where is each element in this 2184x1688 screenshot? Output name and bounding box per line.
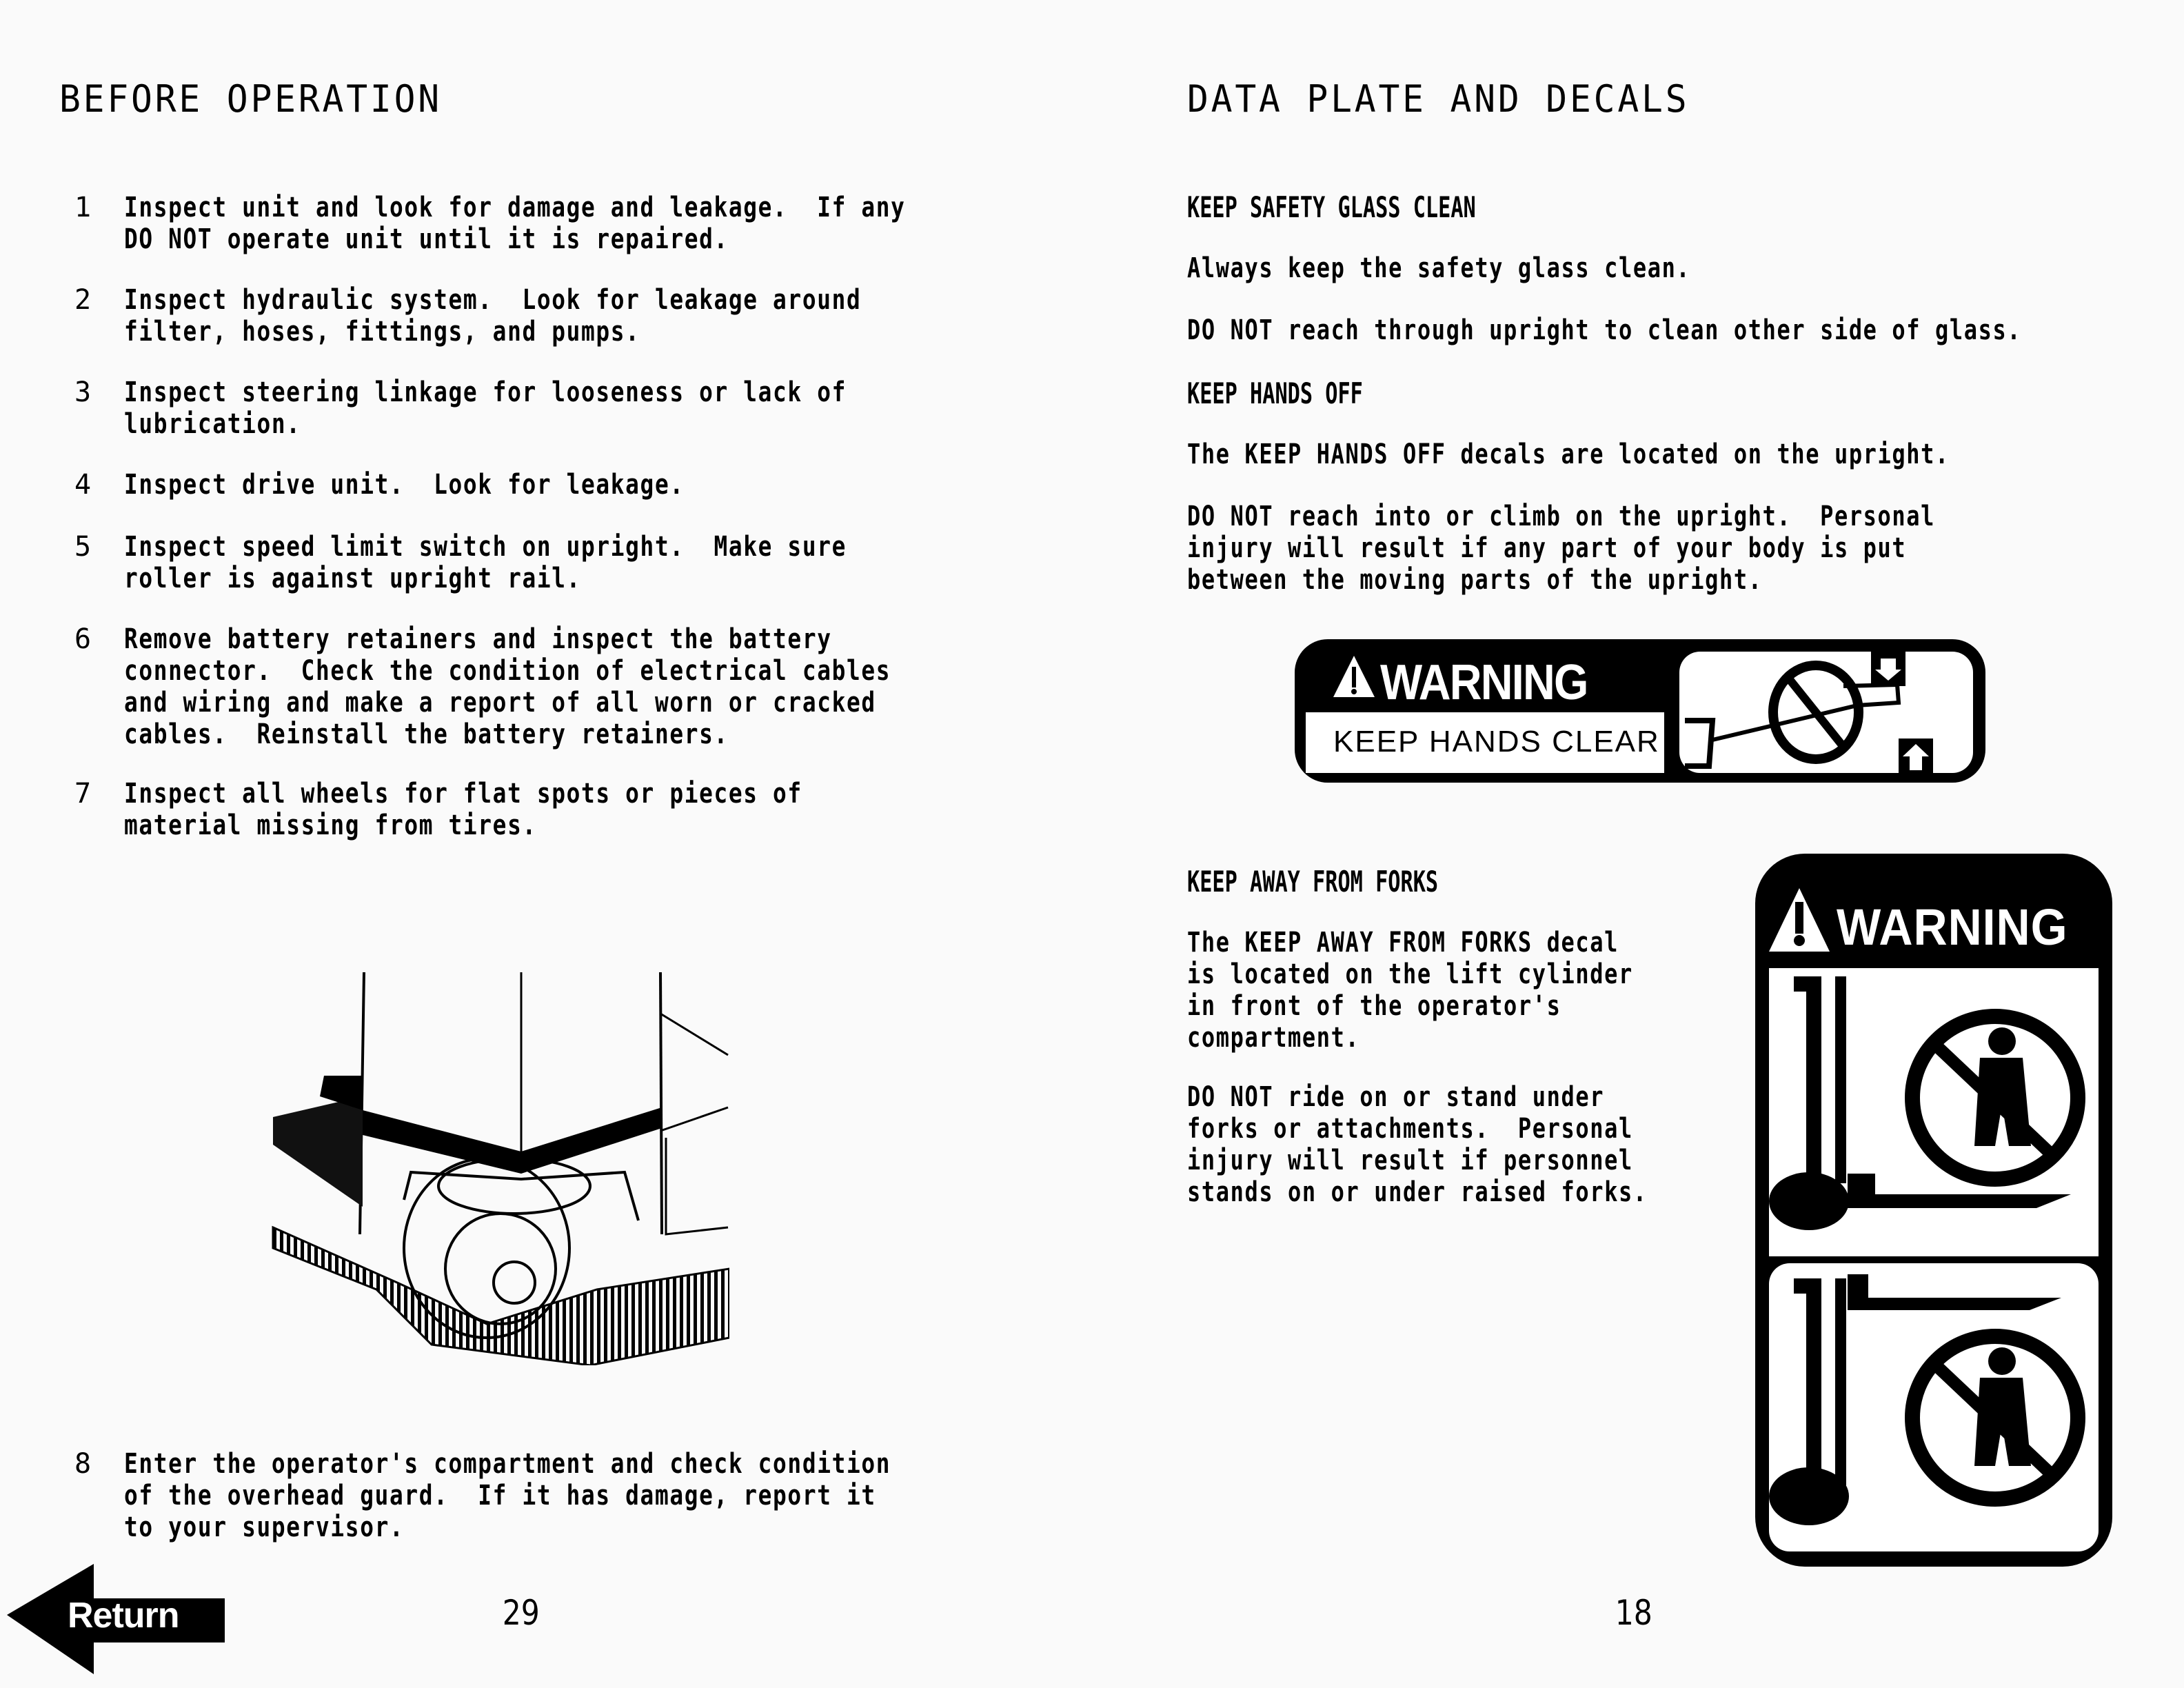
item-number: 6 (74, 623, 92, 655)
item-text: Inspect steering linkage for looseness or lack of lubrication. (124, 376, 847, 440)
paragraph: DO NOT reach into or climb on the upright. Personal injury will result if any part of your body is put between the moving parts of the upright. (1187, 501, 1936, 596)
paragraph: DO NOT reach through upright to clean other side of glass. (1187, 314, 2022, 346)
item-text: Remove battery retainers and inspect the battery connector. Check the condition of electrical cables and wiring and make a report of all worn or cracked cables. Reinstall the battery retainers. (124, 623, 891, 750)
section-heading: KEEP AWAY FROM FORKS (1187, 865, 1439, 898)
item-number: 1 (74, 192, 92, 223)
item-text: Enter the operator's compartment and check condition of the overhead guard. If it has damage, report it to your supervisor. (124, 1448, 891, 1543)
right-page (1092, 0, 2184, 1688)
item-text: Inspect drive unit. Look for leakage. (124, 469, 685, 501)
paragraph: The KEEP HANDS OFF decals are located on the upright. (1187, 439, 1950, 470)
item-text: Inspect unit and look for damage and leakage. If any DO NOT operate unit until it is repaired. (124, 192, 906, 255)
page-title-before-operation: BEFORE OPERATION (59, 77, 442, 121)
section-heading: KEEP SAFETY GLASS CLEAN (1187, 190, 1476, 224)
speed-limit-switch-illustration (266, 972, 729, 1365)
return-button[interactable] (7, 1564, 225, 1674)
page-number: 29 (502, 1593, 540, 1633)
item-text: Inspect all wheels for flat spots or pieces of material missing from tires. (124, 778, 802, 841)
keep-hands-clear-decal (1292, 636, 1988, 785)
warning-label: WARNING (1380, 655, 1588, 710)
paragraph: Always keep the safety glass clean. (1187, 252, 1691, 284)
paragraph: DO NOT ride on or stand under forks or attachments. Personal injury will result if personnel stands on or under raised forks. (1187, 1081, 1648, 1208)
item-text: Inspect hydraulic system. Look for leakage around filter, hoses, fittings, and pumps. (124, 284, 862, 348)
page-number: 18 (1615, 1593, 1652, 1633)
item-number: 5 (74, 531, 92, 563)
section-heading: KEEP HANDS OFF (1187, 376, 1363, 410)
return-label: Return (68, 1596, 179, 1636)
warning-label: WARNING (1837, 898, 2068, 956)
item-number: 2 (74, 284, 92, 316)
item-number: 7 (74, 778, 92, 810)
item-text: Inspect speed limit switch on upright. Make sure roller is against upright rail. (124, 531, 847, 594)
page-title-data-plate: DATA PLATE AND DECALS (1187, 77, 1690, 121)
keep-hands-clear-text: KEEP HANDS CLEAR (1333, 725, 1660, 758)
item-number: 3 (74, 376, 92, 408)
item-number: 8 (74, 1448, 92, 1480)
paragraph: The KEEP AWAY FROM FORKS decal is located on the lift cylinder in front of the operator's compartment. (1187, 927, 1633, 1054)
item-number: 4 (74, 469, 92, 501)
keep-away-from-forks-decal (1747, 850, 2116, 1571)
